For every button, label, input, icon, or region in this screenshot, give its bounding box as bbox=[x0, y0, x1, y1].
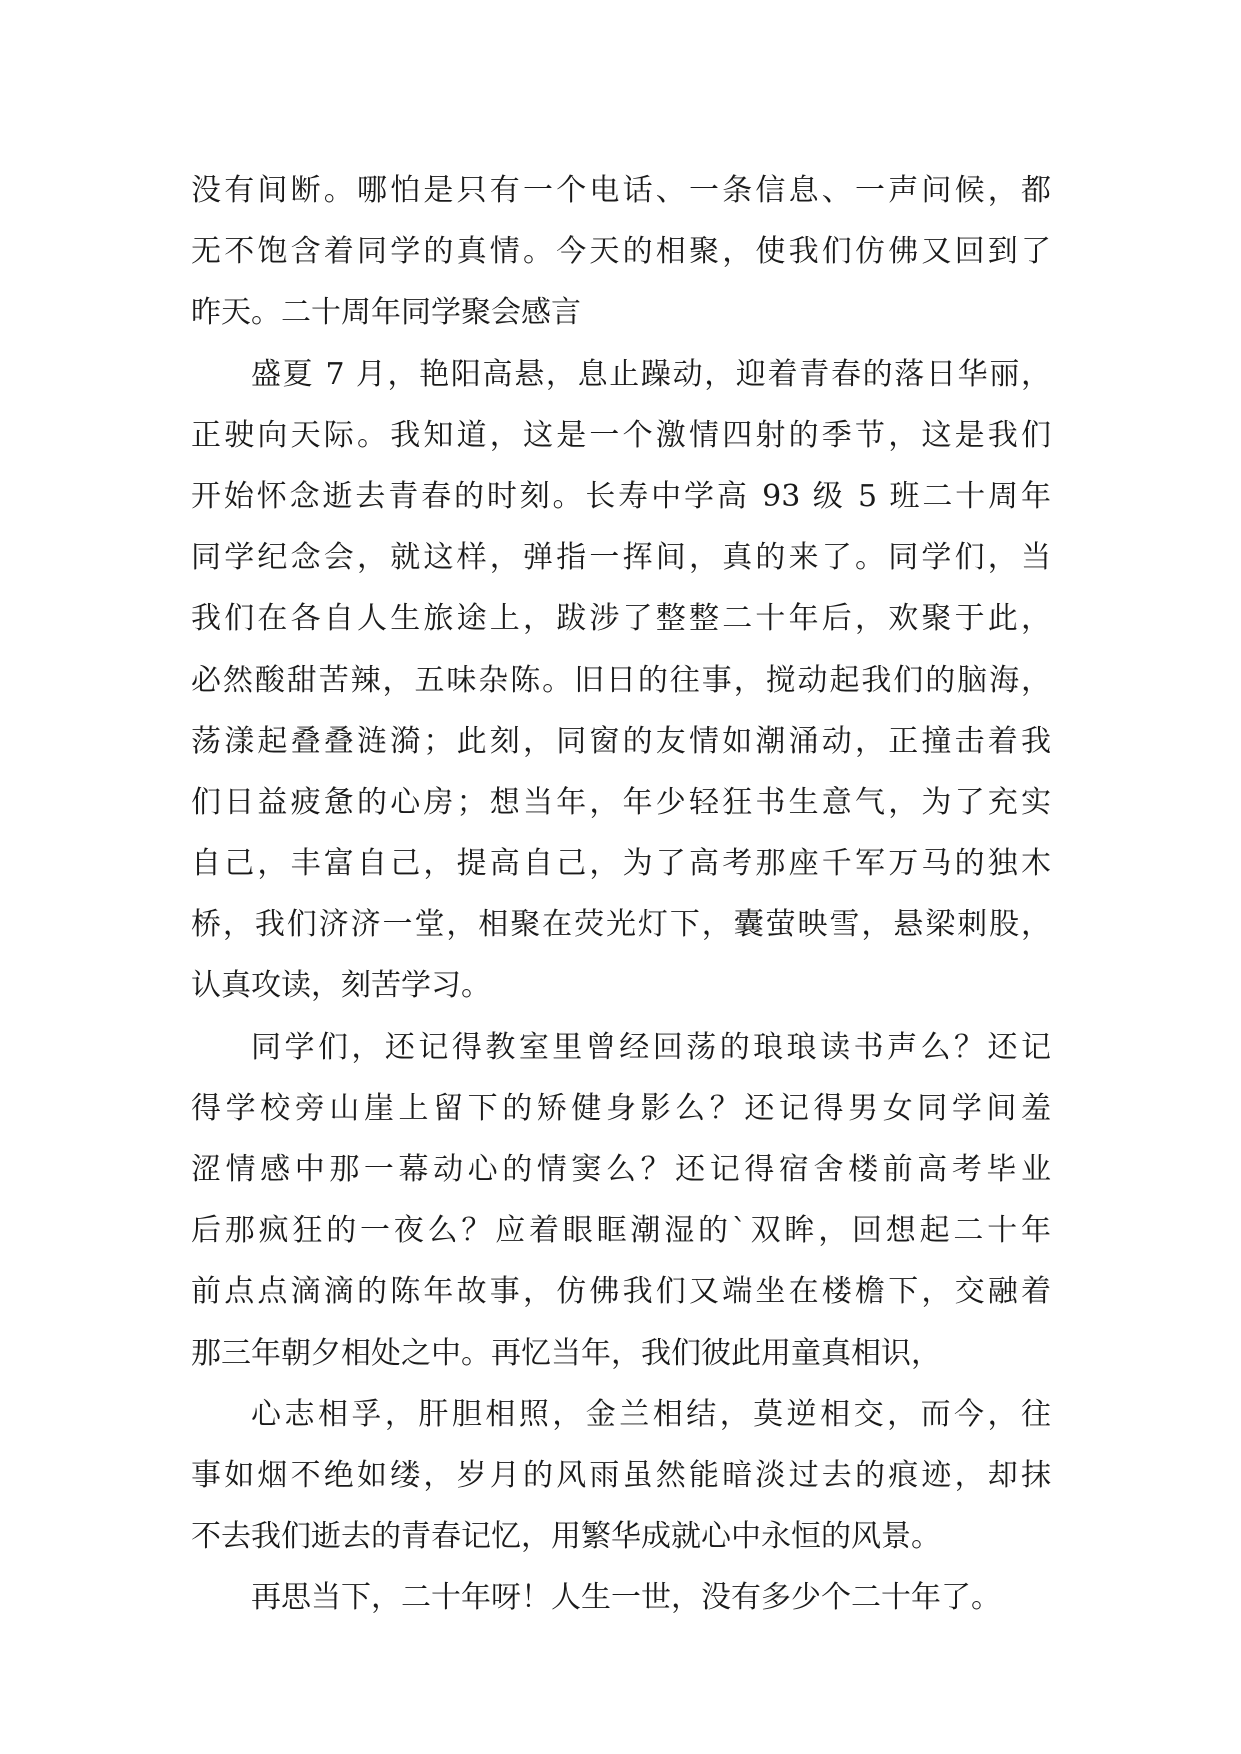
text-line: 事如烟不绝如缕，岁月的风雨虽然能暗淡过去的痕迹，却抹 bbox=[191, 1457, 1051, 1493]
text-line: 前点点滴滴的陈年故事，仿佛我们又端坐在楼檐下，交融着 bbox=[191, 1274, 1051, 1310]
text-line: 自己，丰富自己，提高自己，为了高考那座千军万马的独木 bbox=[191, 846, 1051, 882]
text-line: 得学校旁山崖上留下的矫健身影么？还记得男女同学间羞 bbox=[191, 1090, 1051, 1126]
text-line: 后那疯狂的一夜么？应着眼眶潮湿的`双眸，回想起二十年 bbox=[191, 1213, 1051, 1249]
text-line: 荡漾起叠叠涟漪；此刻，同窗的友情如潮涌动，正撞击着我 bbox=[191, 723, 1051, 759]
text-line: 正驶向天际。我知道，这是一个激情四射的季节，这是我们 bbox=[191, 417, 1051, 453]
text-line: 必然酸甜苦辣，五味杂陈。旧日的往事，搅动起我们的脑海， bbox=[191, 662, 1051, 698]
paragraph-start-line: 同学们，还记得教室里曾经回荡的琅琅读书声么？还记 bbox=[251, 1029, 1051, 1065]
paragraph-start-line: 再思当下，二十年呀！人生一世，没有多少个二十年了。 bbox=[251, 1580, 1001, 1616]
text-line: 们日益疲惫的心房；想当年，年少轻狂书生意气，为了充实 bbox=[191, 784, 1051, 820]
text-line: 开始怀念逝去青春的时刻。长寿中学高 93 级 5 班二十周年 bbox=[191, 478, 1051, 514]
text-line: 认真攻读，刻苦学习。 bbox=[191, 968, 491, 1004]
text-line: 那三年朝夕相处之中。再忆当年，我们彼此用童真相识， bbox=[191, 1335, 941, 1371]
text-line: 涩情感中那一幕动心的情窦么？还记得宿舍楼前高考毕业 bbox=[191, 1152, 1051, 1187]
text-line: 桥，我们济济一堂，相聚在荧光灯下，囊萤映雪，悬梁刺股， bbox=[191, 907, 1051, 943]
paragraph-start-line: 心志相孚，肝胆相照，金兰相结，莫逆相交，而今，往 bbox=[251, 1396, 1051, 1432]
text-line: 同学纪念会，就这样，弹指一挥间，真的来了。同学们，当 bbox=[191, 540, 1051, 576]
text-line: 我们在各自人生旅途上，跋涉了整整二十年后，欢聚于此， bbox=[191, 601, 1051, 637]
text-line: 无不饱含着同学的真情。今天的相聚，使我们仿佛又回到了 bbox=[191, 234, 1051, 270]
document-body bbox=[191, 160, 1051, 1629]
paragraph-start-line: 盛夏 7 月，艳阳高悬，息止躁动，迎着青春的落日华丽， bbox=[251, 356, 1051, 392]
text-line: 没有间断。哪怕是只有一个电话、一条信息、一声问候，都 bbox=[191, 173, 1051, 208]
text-line: 昨天。二十周年同学聚会感言 bbox=[191, 295, 581, 331]
text-line: 不去我们逝去的青春记忆，用繁华成就心中永恒的风景。 bbox=[191, 1519, 941, 1555]
